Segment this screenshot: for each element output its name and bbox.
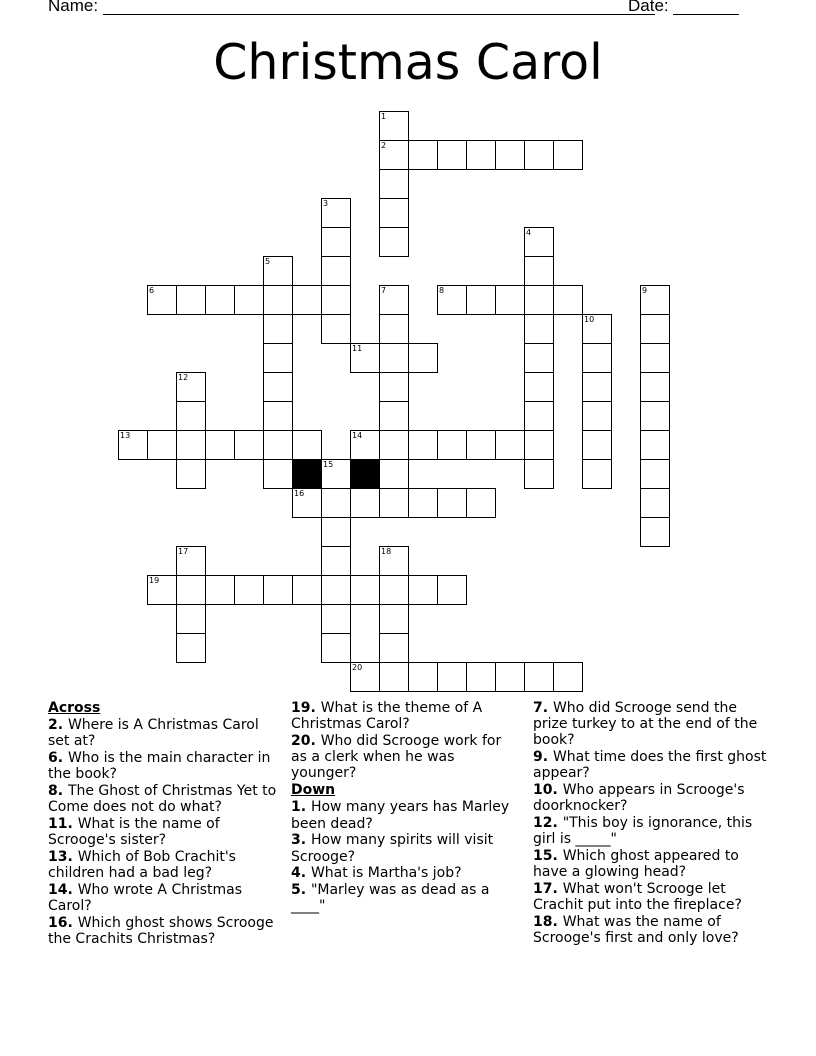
clue <box>291 882 521 914</box>
grid-cell[interactable] <box>263 372 293 402</box>
clue-text: Where is A Christmas Carol set at? <box>48 717 259 750</box>
grid-cell[interactable] <box>379 633 409 663</box>
grid-cell[interactable] <box>524 343 554 373</box>
grid-cell[interactable] <box>553 140 583 170</box>
grid-cell[interactable] <box>263 430 293 460</box>
clue-number-label: 10. <box>533 782 563 799</box>
clue <box>48 783 283 815</box>
clue-number-label: 16. <box>48 915 78 932</box>
grid-cell[interactable] <box>495 662 525 692</box>
grid-cell[interactable] <box>321 488 351 518</box>
clue-number: 13 <box>120 431 131 440</box>
grid-cell[interactable] <box>524 140 554 170</box>
clue <box>533 700 768 749</box>
grid-cell[interactable] <box>408 488 438 518</box>
grid-cell[interactable] <box>263 401 293 431</box>
grid-cell[interactable] <box>379 459 409 489</box>
clue-text: What time does the first ghost appear? <box>533 749 767 782</box>
clue-text: What is the theme of A Christmas Carol? <box>291 700 483 733</box>
grid-cell[interactable] <box>640 343 670 373</box>
clue-number: 1 <box>381 112 387 121</box>
clue <box>291 733 521 782</box>
grid-cell[interactable] <box>379 111 409 141</box>
clue-number-label: 8. <box>48 783 68 800</box>
grid-cell[interactable] <box>524 314 554 344</box>
clue <box>291 832 521 864</box>
grid-cell[interactable] <box>176 372 206 402</box>
clue-text: What is Martha's job? <box>310 865 462 882</box>
grid-cell[interactable] <box>379 372 409 402</box>
grid-cell[interactable] <box>350 575 380 605</box>
clue-number: 9 <box>642 286 648 295</box>
name-label: Name: <box>48 0 99 15</box>
across-clue-list <box>48 717 283 947</box>
grid-cell[interactable] <box>147 285 177 315</box>
clue-number-label: 12. <box>533 815 563 832</box>
grid-cell[interactable] <box>379 314 409 344</box>
grid-cell[interactable] <box>640 517 670 547</box>
grid-cell[interactable] <box>524 285 554 315</box>
grid-cell[interactable] <box>292 285 322 315</box>
clue-text: Who appears in Scrooge's doorknocker? <box>533 782 745 815</box>
grid-cell[interactable] <box>553 662 583 692</box>
clue-column-2 <box>291 700 521 915</box>
clue-number: 10 <box>584 315 595 324</box>
clue-number-label: 6. <box>48 750 68 767</box>
grid-cell[interactable] <box>321 198 351 228</box>
grid-cell[interactable] <box>379 430 409 460</box>
grid-cell[interactable] <box>408 662 438 692</box>
clue-text: Who did Scrooge send the prize turkey to at the end of the book? <box>533 700 758 749</box>
clue-number-label: 15. <box>533 848 563 865</box>
grid-cell[interactable] <box>437 140 467 170</box>
grid-cell[interactable] <box>379 169 409 199</box>
clue-text: Which ghost appeared to have a glowing head? <box>533 848 739 881</box>
grid-cell[interactable] <box>379 343 409 373</box>
grid-cell[interactable] <box>321 604 351 634</box>
grid-cell[interactable] <box>408 575 438 605</box>
clue <box>533 881 768 913</box>
grid-cell[interactable] <box>176 546 206 576</box>
clue-number-label: 14. <box>48 882 78 899</box>
grid-cell[interactable] <box>263 459 293 489</box>
black-cell <box>350 459 380 489</box>
grid-cell[interactable] <box>321 546 351 576</box>
clue-text: What won't Scrooge let Crachit put into the fireplace? <box>533 881 742 914</box>
grid-cell[interactable] <box>263 314 293 344</box>
grid-cell[interactable] <box>321 285 351 315</box>
grid-cell[interactable] <box>379 227 409 257</box>
clue-text: "This boy is ignorance, this girl is _____" <box>533 815 753 848</box>
clue <box>48 717 283 749</box>
clue <box>533 848 768 880</box>
grid-cell[interactable] <box>176 575 206 605</box>
down-heading: Down <box>291 782 336 799</box>
clue-number: 14 <box>352 431 363 440</box>
clue <box>48 750 283 782</box>
grid-cell[interactable] <box>263 343 293 373</box>
grid-cell[interactable] <box>640 488 670 518</box>
grid-cell[interactable] <box>640 314 670 344</box>
grid-cell[interactable] <box>379 198 409 228</box>
clue-number-label: 1. <box>291 799 311 816</box>
grid-cell[interactable] <box>524 372 554 402</box>
grid-cell[interactable] <box>292 575 322 605</box>
clue-number: 18 <box>381 547 392 556</box>
clue-text: How many spirits will visit Scrooge? <box>291 832 494 865</box>
grid-cell[interactable] <box>379 604 409 634</box>
grid-cell[interactable] <box>437 488 467 518</box>
grid-cell[interactable] <box>292 488 322 518</box>
grid-cell[interactable] <box>437 430 467 460</box>
clue-number-label: 11. <box>48 816 78 833</box>
grid-cell[interactable] <box>205 575 235 605</box>
clue <box>291 865 521 881</box>
clue-number: 7 <box>381 286 387 295</box>
grid-cell[interactable] <box>321 575 351 605</box>
grid-cell[interactable] <box>466 488 496 518</box>
grid-cell[interactable] <box>292 430 322 460</box>
clue-number-label: 18. <box>533 914 563 931</box>
clue-number-label: 19. <box>291 700 321 716</box>
clue <box>533 815 768 847</box>
across-clue-list-continued <box>291 700 521 782</box>
grid-cell[interactable] <box>582 459 612 489</box>
black-cell <box>292 459 322 489</box>
grid-cell[interactable] <box>524 459 554 489</box>
clue-text: What is the name of Scrooge's sister? <box>48 816 220 849</box>
grid-cell[interactable] <box>524 256 554 286</box>
grid-cell[interactable] <box>321 256 351 286</box>
grid-cell[interactable] <box>205 285 235 315</box>
grid-cell[interactable] <box>640 430 670 460</box>
grid-cell[interactable] <box>176 633 206 663</box>
clue-text: Which ghost shows Scrooge the Crachits Christmas? <box>48 915 274 948</box>
clue-number: 12 <box>178 373 189 382</box>
grid-cell[interactable] <box>350 488 380 518</box>
clue-number-label: 2. <box>48 717 68 734</box>
grid-cell[interactable] <box>350 662 380 692</box>
clue-number: 8 <box>439 286 445 295</box>
clue-text: "Marley was as dead as a ____" <box>291 882 490 915</box>
clue-number: 17 <box>178 547 189 556</box>
clue <box>48 816 283 848</box>
clue-number: 3 <box>323 199 329 208</box>
clue-number: 15 <box>323 460 334 469</box>
grid-cell[interactable] <box>118 430 148 460</box>
grid-cell[interactable] <box>379 285 409 315</box>
grid-cell[interactable] <box>524 662 554 692</box>
grid-cell[interactable] <box>582 314 612 344</box>
clue-number-label: 5. <box>291 882 311 899</box>
grid-cell[interactable] <box>640 459 670 489</box>
clue-text: Who wrote A Christmas Carol? <box>48 882 243 915</box>
grid-cell[interactable] <box>176 604 206 634</box>
grid-cell[interactable] <box>205 430 235 460</box>
grid-cell[interactable] <box>176 459 206 489</box>
clue-number: 5 <box>265 257 271 266</box>
grid-cell[interactable] <box>234 575 264 605</box>
down-clue-list-continued <box>533 700 768 947</box>
grid-cell[interactable] <box>379 488 409 518</box>
grid-cell[interactable] <box>379 401 409 431</box>
grid-cell[interactable] <box>408 140 438 170</box>
down-clue-list <box>291 799 521 914</box>
clue-text: How many years has Marley been dead? <box>291 799 510 832</box>
clue <box>533 782 768 814</box>
clue <box>48 915 283 947</box>
clue-number-label: 3. <box>291 832 311 849</box>
grid-cell[interactable] <box>379 546 409 576</box>
grid-cell[interactable] <box>321 633 351 663</box>
grid-cell[interactable] <box>350 343 380 373</box>
grid-cell[interactable] <box>234 430 264 460</box>
clue <box>48 882 283 914</box>
clue-text: Who did Scrooge work for as a clerk when he was younger? <box>291 733 502 782</box>
puzzle-title: Christmas Carol <box>213 34 603 91</box>
grid-cell[interactable] <box>582 372 612 402</box>
grid-cell[interactable] <box>263 575 293 605</box>
grid-cell[interactable] <box>176 430 206 460</box>
grid-cell[interactable] <box>582 343 612 373</box>
clue-column-1 <box>48 700 283 948</box>
grid-cell[interactable] <box>263 256 293 286</box>
clue-number-label: 20. <box>291 733 321 749</box>
grid-cell[interactable] <box>524 430 554 460</box>
grid-cell[interactable] <box>495 430 525 460</box>
grid-cell[interactable] <box>466 140 496 170</box>
grid-cell[interactable] <box>234 285 264 315</box>
clue <box>533 914 768 946</box>
grid-cell[interactable] <box>350 430 380 460</box>
grid-cell[interactable] <box>379 140 409 170</box>
grid-cell[interactable] <box>408 343 438 373</box>
grid-cell[interactable] <box>321 227 351 257</box>
grid-cell[interactable] <box>321 459 351 489</box>
grid-cell[interactable] <box>466 430 496 460</box>
grid-cell[interactable] <box>640 285 670 315</box>
grid-cell[interactable] <box>495 140 525 170</box>
grid-cell[interactable] <box>582 430 612 460</box>
clue-text: What was the name of Scrooge's first and only love? <box>533 914 739 947</box>
clue-number-label: 9. <box>533 749 553 766</box>
clue-number: 20 <box>352 663 363 672</box>
grid-cell[interactable] <box>321 314 351 344</box>
grid-cell[interactable] <box>437 662 467 692</box>
clue-text: Who is the main character in the book? <box>48 750 271 783</box>
clue-number: 16 <box>294 489 305 498</box>
grid-cell[interactable] <box>321 517 351 547</box>
clue <box>291 799 521 831</box>
grid-cell[interactable] <box>466 662 496 692</box>
grid-cell[interactable] <box>437 285 467 315</box>
grid-cell[interactable] <box>176 401 206 431</box>
across-heading: Across <box>48 700 101 716</box>
grid-cell[interactable] <box>466 285 496 315</box>
grid-cell[interactable] <box>495 285 525 315</box>
grid-cell[interactable] <box>524 227 554 257</box>
date-label: Date: <box>628 0 669 15</box>
clue-number: 11 <box>352 344 363 353</box>
clue-column-3 <box>533 700 768 947</box>
grid-cell[interactable] <box>640 401 670 431</box>
clue-number-label: 4. <box>291 865 311 882</box>
clue <box>533 749 768 781</box>
grid-cell[interactable] <box>263 285 293 315</box>
grid-cell[interactable] <box>640 372 670 402</box>
clue-number-label: 17. <box>533 881 563 898</box>
grid-cell[interactable] <box>379 662 409 692</box>
grid-cell[interactable] <box>147 575 177 605</box>
clue-number-label: 13. <box>48 849 78 866</box>
grid-cell[interactable] <box>553 285 583 315</box>
clue-number: 6 <box>149 286 155 295</box>
grid-cell[interactable] <box>582 401 612 431</box>
clue-text: The Ghost of Christmas Yet to Come does not do what? <box>48 783 277 816</box>
grid-cell[interactable] <box>524 401 554 431</box>
clue-number: 2 <box>381 141 387 150</box>
clue <box>291 700 521 732</box>
grid-cell[interactable] <box>176 285 206 315</box>
grid-cell[interactable] <box>379 575 409 605</box>
clue-text: Which of Bob Crachit's children had a bad leg? <box>48 849 236 882</box>
clue-number: 19 <box>149 576 160 585</box>
clue <box>48 849 283 881</box>
clue-number: 4 <box>526 228 532 237</box>
grid-cell[interactable] <box>437 575 467 605</box>
grid-cell[interactable] <box>147 430 177 460</box>
clue-number-label: 7. <box>533 700 553 716</box>
grid-cell[interactable] <box>408 430 438 460</box>
